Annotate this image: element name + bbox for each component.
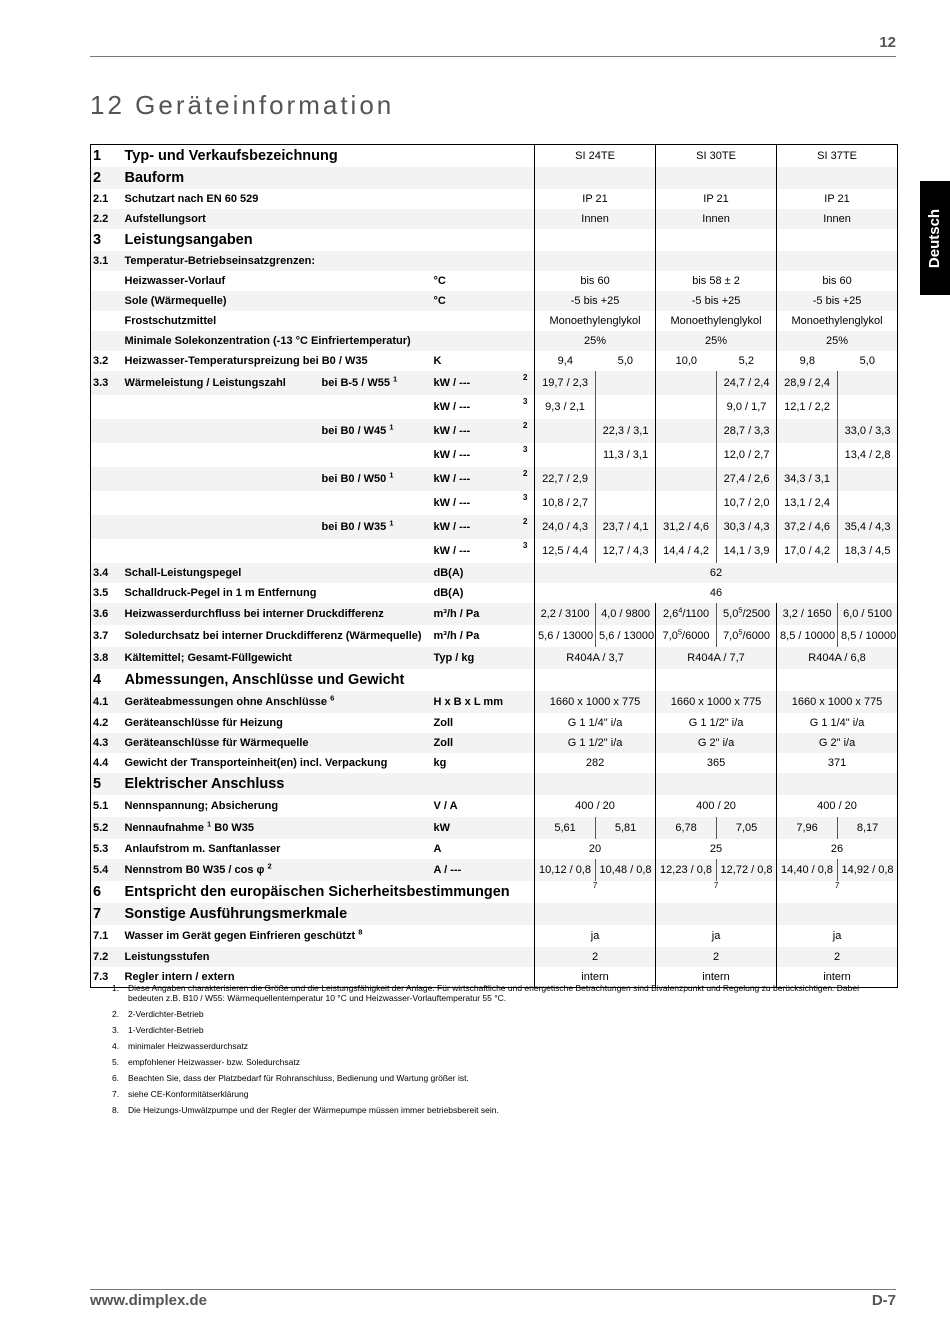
row-number: 4 — [93, 672, 102, 688]
cell-value: 7,05 — [717, 817, 777, 839]
row-number: 2.2 — [91, 209, 122, 229]
cell-value: Monoethylenglykol — [777, 311, 898, 331]
table-row — [91, 625, 898, 647]
table-row — [91, 795, 898, 817]
cell-value: 12,5 / 4,4 — [535, 539, 596, 563]
cell-value: intern — [535, 967, 656, 988]
row-label: Nennstrom B0 W35 / cos φ $^2$ — [122, 859, 431, 881]
cell-value: 30,3 / 4,3 — [717, 515, 777, 539]
cell-value: $5,0^5/2500$ — [717, 603, 777, 625]
cell-value: bis 58 ± 2 — [656, 271, 777, 291]
row-label: Kältemittel; Gesamt-Füllgewicht — [122, 647, 431, 669]
cell-value: G 2" i/a — [656, 733, 777, 753]
footnote-ref: 2 — [517, 371, 535, 395]
table-row — [91, 467, 898, 491]
table-row — [91, 491, 898, 515]
table-row — [91, 167, 898, 189]
website-link[interactable]: www.dimplex.de — [90, 1292, 207, 1309]
footnote: 1. Diese Angaben charakterisieren die Größe und die Leistungsfähigkeit der Anlage. Für wirtschaftliche und energetische Betrachtungen sind Bivalenzpunkt und Regelung zu berücksichtigen. Dabei bedeuten z.B. B10 / W55: Wärmequellentemperatur 10 °C und Heizwasser-Vorlauftemperatur 55 °C. — [112, 983, 859, 1003]
cell-value: 5,61 — [535, 817, 596, 839]
footnote-ref: 3 — [523, 493, 528, 502]
cell-value: 5,6 / 13000 — [535, 625, 596, 647]
cell-value: $2,6^4/1100$ — [656, 603, 717, 625]
cell-value: 8,5 / 10000 — [838, 625, 898, 647]
row-label: Nennaufnahme $^1$ B0 W35 — [122, 817, 431, 839]
specification-table — [90, 144, 898, 988]
cell-value: 23,7 / 4,1 — [596, 515, 656, 539]
cell-value: 10,0 — [656, 351, 717, 371]
cell-value: 33,0 / 3,3 — [838, 419, 898, 443]
cell-value: -5 bis +25 — [656, 291, 777, 311]
row-label: Frostschutzmittel — [124, 315, 217, 327]
cell-value: ja — [777, 925, 898, 947]
table-row — [91, 773, 898, 795]
cell-value: 22,3 / 3,1 — [596, 419, 656, 443]
row-number: 4.3 — [91, 733, 122, 753]
table-row — [91, 145, 898, 168]
cell-value: 22,7 / 2,9 — [535, 467, 596, 491]
language-tab-label: Deutsch — [926, 208, 944, 268]
row-label: Heizwasserdurchfluss bei interner Druckdifferenz — [122, 603, 431, 625]
row-condition: bei B-5 / W55 $^1$ — [319, 371, 431, 395]
row-label: Elektrischer Anschluss — [122, 773, 535, 795]
cell-value: 24,7 / 2,4 — [717, 371, 777, 395]
cell-value: 2 — [535, 947, 656, 967]
cell-value: 400 / 20 — [656, 795, 777, 817]
table-row — [91, 925, 898, 947]
cell-value: 12,0 / 2,7 — [717, 443, 777, 467]
table-row — [91, 583, 898, 603]
row-unit: kW / --- — [433, 401, 471, 413]
cell-value — [777, 419, 838, 443]
cell-value: R404A / 7,7 — [656, 647, 777, 669]
row-unit: kW / --- — [431, 419, 517, 443]
row-number: 3.4 — [91, 563, 122, 583]
cell-value — [777, 443, 838, 467]
cell-value: -5 bis +25 — [535, 291, 656, 311]
model-name: SI 24TE — [535, 145, 656, 168]
cell-value: IP 21 — [656, 189, 777, 209]
cell-value: 14,92 / 0,8 — [838, 859, 898, 881]
row-number: 3.5 — [93, 587, 109, 599]
cell-value: 12,7 / 4,3 — [596, 539, 656, 563]
cell-value: 5,81 — [596, 817, 656, 839]
row-label: Schalldruck-Pegel in 1 m Entfernung — [124, 587, 317, 599]
cell-value: bis 60 — [535, 271, 656, 291]
cell-value: 8,17 — [838, 817, 898, 839]
cell-value: 9,3 / 2,1 — [535, 395, 596, 419]
cell-value: 282 — [535, 753, 656, 773]
table-row — [91, 647, 898, 669]
footnote: 7. siehe CE-Konformitätserklärung — [112, 1089, 249, 1099]
table-row — [91, 229, 898, 251]
row-label: Sole (Wärmequelle) — [122, 291, 431, 311]
row-unit: dB(A) — [431, 563, 535, 583]
cell-value: G 1 1/4" i/a — [777, 713, 898, 733]
row-number: 2 — [91, 167, 122, 189]
cell-value — [596, 467, 656, 491]
row-number: 5 — [91, 773, 122, 795]
row-unit: m³/h / Pa — [431, 603, 535, 625]
header-rule — [90, 56, 896, 57]
row-label: Regler intern / extern — [124, 971, 235, 983]
model-name: SI 37TE — [777, 145, 898, 168]
row-unit: °C — [433, 275, 446, 287]
cell-value: 9,0 / 1,7 — [717, 395, 777, 419]
row-label: Anlaufstrom m. Sanftanlasser — [124, 843, 281, 855]
table-row — [91, 443, 898, 467]
cell-value: 5,0 — [617, 355, 633, 367]
cell-value: 34,3 / 3,1 — [777, 467, 838, 491]
table-row — [91, 947, 898, 967]
row-label: Geräteabmessungen ohne Anschlüsse $^6$ — [122, 691, 431, 713]
cell-value — [656, 467, 717, 491]
row-number: 7.1 — [93, 930, 109, 942]
row-unit: Zoll — [433, 717, 454, 729]
row-condition: bei B0 / W50 $^1$ — [319, 467, 431, 491]
row-number: 2.1 — [93, 193, 109, 205]
row-label: Heizwasser-Vorlauf — [124, 275, 226, 287]
table-row — [91, 209, 898, 229]
cell-value: 1660 x 1000 x 775 — [535, 691, 656, 713]
row-number: 7.3 — [93, 971, 109, 983]
cell-value: 5,6 / 13000 — [596, 625, 656, 647]
cell-value: 9,8 — [777, 351, 838, 371]
footnote-ref: 3 — [523, 397, 528, 406]
row-number: 3.1 — [91, 251, 122, 271]
cell-value: 14,40 / 0,8 — [777, 859, 838, 881]
table-row — [91, 189, 898, 209]
cell-value: IP 21 — [777, 189, 898, 209]
cell-value: 20 — [535, 839, 656, 859]
row-unit: kW / --- — [433, 545, 471, 557]
cell-value: 7,96 — [777, 817, 838, 839]
row-number: 4.2 — [93, 717, 109, 729]
cell-value: 27,4 / 2,6 — [717, 467, 777, 491]
cell-value: -5 bis +25 — [777, 291, 898, 311]
cell-value: intern — [656, 967, 777, 988]
row-label: Schall-Leistungspegel — [122, 563, 431, 583]
table-row — [91, 713, 898, 733]
row-number: 5.2 — [91, 817, 122, 839]
footnote-ref: 7 — [656, 881, 777, 903]
cell-value: 19,7 / 2,3 — [535, 371, 596, 395]
row-label: Nennspannung; Absicherung — [124, 800, 279, 812]
cell-value: 10,7 / 2,0 — [717, 491, 777, 515]
cell-value: G 2" i/a — [777, 733, 898, 753]
row-label: Leistungsangaben — [124, 232, 253, 248]
cell-value: $7,0^5/6000$ — [717, 625, 777, 647]
cell-value: 11,3 / 3,1 — [596, 443, 656, 467]
table-row — [91, 419, 898, 443]
cell-value — [838, 395, 898, 419]
language-tab — [920, 181, 950, 295]
cell-value: Innen — [656, 209, 777, 229]
row-number: 4.1 — [91, 691, 122, 713]
row-number: 7.2 — [91, 947, 122, 967]
table-row — [91, 603, 898, 625]
row-unit: kW / --- — [431, 371, 517, 395]
row-label: Minimale Solekonzentration (-13 °C Einfriertemperatur) — [122, 331, 535, 351]
table-row — [91, 903, 898, 925]
table-row — [91, 251, 898, 271]
footer-rule — [90, 1289, 896, 1290]
cell-value: Innen — [535, 209, 656, 229]
footnote: 6. Beachten Sie, dass der Platzbedarf für Rohranschluss, Bedienung und Wartung größer ist. — [112, 1073, 469, 1083]
cell-value: ja — [535, 925, 656, 947]
table-row — [91, 563, 898, 583]
row-label: Bauform — [122, 167, 535, 189]
table-row — [91, 351, 898, 371]
cell-value: IP 21 — [535, 189, 656, 209]
row-label: Gewicht der Transporteinheit(en) incl. Verpackung — [124, 757, 388, 769]
cell-value: 12,23 / 0,8 — [656, 859, 717, 881]
row-unit: V / A — [433, 800, 458, 812]
cell-value: 1660 x 1000 x 775 — [656, 691, 777, 713]
cell-value: 46 — [535, 583, 898, 603]
cell-value: 26 — [777, 839, 898, 859]
cell-value: 18,3 / 4,5 — [838, 539, 898, 563]
cell-value: 6,78 — [656, 817, 717, 839]
row-number: 3.8 — [91, 647, 122, 669]
footnote-ref: 2 — [517, 419, 535, 443]
cell-value: Innen — [777, 209, 898, 229]
row-unit: A / --- — [431, 859, 535, 881]
row-number: 3.6 — [91, 603, 122, 625]
cell-value — [838, 467, 898, 491]
row-label: Aufstellungsort — [122, 209, 535, 229]
cell-value: G 1 1/2" i/a — [656, 713, 777, 733]
row-unit: Typ / kg — [431, 647, 535, 669]
row-number: 4.4 — [93, 757, 109, 769]
footnote-ref: 2 — [517, 467, 535, 491]
cell-value: 35,4 / 4,3 — [838, 515, 898, 539]
table-row — [91, 859, 898, 881]
row-label: Leistungsstufen — [122, 947, 535, 967]
row-number: 5.4 — [91, 859, 122, 881]
cell-value: 37,2 / 4,6 — [777, 515, 838, 539]
footnote: 2. 2-Verdichter-Betrieb — [112, 1009, 204, 1019]
row-label: Typ- und Verkaufsbezeichnung — [124, 148, 338, 164]
table-row — [91, 371, 898, 395]
cell-value: 10,8 / 2,7 — [535, 491, 596, 515]
cell-value: G 1 1/4" i/a — [535, 713, 656, 733]
row-number: 5.3 — [93, 843, 109, 855]
cell-value: 10,48 / 0,8 — [596, 859, 656, 881]
row-label: Soledurchsatz bei interner Druckdifferenz (Wärmequelle) — [124, 630, 422, 642]
cell-value: Monoethylenglykol — [535, 311, 656, 331]
row-label: Temperatur-Betriebseinsatzgrenzen: — [122, 251, 535, 271]
row-unit: H x B x L mm — [431, 691, 535, 713]
cell-value — [656, 443, 717, 467]
cell-value: 1660 x 1000 x 775 — [777, 691, 898, 713]
footnote: 3. 1-Verdichter-Betrieb — [112, 1025, 204, 1035]
cell-value: 8,5 / 10000 — [777, 625, 838, 647]
table-row — [91, 669, 898, 691]
cell-value: G 1 1/2" i/a — [535, 733, 656, 753]
page-title: 12 Geräteinformation — [90, 90, 395, 120]
cell-value — [656, 371, 717, 395]
cell-value: 12,72 / 0,8 — [717, 859, 777, 881]
cell-value: 31,2 / 4,6 — [656, 515, 717, 539]
cell-value: 3,2 / 1650 — [777, 603, 838, 625]
row-number: 3.3 — [91, 371, 122, 395]
cell-value: 2,2 / 3100 — [535, 603, 596, 625]
row-unit: °C — [431, 291, 535, 311]
footnote-ref: 2 — [517, 515, 535, 539]
footnote: 4. minimaler Heizwasserdurchsatz — [112, 1041, 248, 1051]
cell-value — [656, 395, 717, 419]
row-label: Sonstige Ausführungsmerkmale — [122, 903, 535, 925]
cell-value: ja — [656, 925, 777, 947]
table-row — [91, 691, 898, 713]
row-label: Heizwasser-Temperaturspreizung bei B0 / W35 — [124, 355, 368, 367]
cell-value — [656, 419, 717, 443]
cell-value: 28,9 / 2,4 — [777, 371, 838, 395]
page-number: 12 — [879, 34, 896, 51]
cell-value: 5,2 — [738, 355, 754, 367]
row-number: 1 — [93, 148, 102, 164]
cell-value: 24,0 / 4,3 — [535, 515, 596, 539]
row-unit: kW / --- — [431, 515, 517, 539]
cell-value — [535, 443, 596, 467]
table-row — [91, 753, 898, 773]
cell-value: $7,0^5/6000$ — [656, 625, 717, 647]
table-row — [91, 311, 898, 331]
table-row — [91, 881, 898, 903]
cell-value: 4,0 / 9800 — [596, 603, 656, 625]
cell-value: 25% — [535, 331, 656, 351]
cell-value: 17,0 / 4,2 — [777, 539, 838, 563]
table-row — [91, 817, 898, 839]
cell-value: R404A / 6,8 — [777, 647, 898, 669]
row-unit: kg — [433, 757, 447, 769]
model-name: SI 30TE — [656, 145, 777, 168]
cell-value — [535, 419, 596, 443]
cell-value — [596, 491, 656, 515]
footnotes — [112, 983, 882, 1121]
table-row — [91, 291, 898, 311]
row-unit: dB(A) — [433, 587, 464, 599]
cell-value: 13,4 / 2,8 — [838, 443, 898, 467]
footnote: 5. empfohlener Heizwasser- bzw. Soledurchsatz — [112, 1057, 300, 1067]
row-condition: bei B0 / W35 $^1$ — [319, 515, 431, 539]
footnote-ref: 3 — [523, 541, 528, 550]
row-label: Wasser im Gerät gegen Einfrieren geschützt $^8$ — [124, 927, 363, 942]
row-unit: m³/h / Pa — [433, 630, 480, 642]
row-unit: A — [433, 843, 442, 855]
cell-value: 365 — [656, 753, 777, 773]
cell-value: 2 — [777, 947, 898, 967]
row-number: 3 — [93, 232, 102, 248]
row-label: Entspricht den europäischen Sicherheitsbestimmungen — [124, 884, 510, 900]
cell-value: R404A / 3,7 — [535, 647, 656, 669]
row-number: 3.7 — [93, 630, 109, 642]
row-unit: kW — [431, 817, 535, 839]
cell-value — [838, 491, 898, 515]
table-row — [91, 271, 898, 291]
row-number: 7 — [91, 903, 122, 925]
footer-page-number: D-7 — [871, 1292, 896, 1309]
row-unit: kW / --- — [433, 449, 471, 461]
cell-value: 25% — [777, 331, 898, 351]
cell-value: 10,12 / 0,8 — [535, 859, 596, 881]
row-label: Geräteanschlüsse für Heizung — [124, 717, 283, 729]
cell-value: 371 — [777, 753, 898, 773]
cell-value: 12,1 / 2,2 — [777, 395, 838, 419]
table-row — [91, 733, 898, 753]
cell-value — [596, 371, 656, 395]
cell-value: 25 — [656, 839, 777, 859]
cell-value: 400 / 20 — [777, 795, 898, 817]
cell-value: 14,1 / 3,9 — [717, 539, 777, 563]
cell-value: 62 — [535, 563, 898, 583]
cell-value: intern — [777, 967, 898, 988]
table-row — [91, 331, 898, 351]
cell-value: 2 — [656, 947, 777, 967]
cell-value: 28,7 / 3,3 — [717, 419, 777, 443]
row-unit: Zoll — [431, 733, 535, 753]
cell-value: bis 60 — [777, 271, 898, 291]
footnote: 8. Die Heizungs-Umwälzpumpe und der Regler der Wärmepumpe müssen immer betriebsbereit sein. — [112, 1105, 499, 1115]
cell-value: 400 / 20 — [535, 795, 656, 817]
cell-value — [656, 491, 717, 515]
row-unit: kW / --- — [431, 467, 517, 491]
table-row — [91, 839, 898, 859]
cell-value — [596, 395, 656, 419]
row-number: 3.2 — [93, 355, 109, 367]
footnote-ref: 3 — [523, 445, 528, 454]
cell-value — [838, 371, 898, 395]
row-unit: kW / --- — [433, 497, 471, 509]
row-label: Wärmeleistung / Leistungszahl — [122, 371, 319, 395]
table-row — [91, 539, 898, 563]
row-label: Schutzart nach EN 60 529 — [124, 193, 259, 205]
row-number: 6 — [93, 884, 102, 900]
cell-value: 9,4 — [535, 351, 596, 371]
table-row — [91, 395, 898, 419]
cell-value: Monoethylenglykol — [656, 311, 777, 331]
cell-value: 25% — [656, 331, 777, 351]
row-condition: bei B0 / W45 $^1$ — [319, 419, 431, 443]
cell-value: 13,1 / 2,4 — [777, 491, 838, 515]
row-number: 5.1 — [93, 800, 109, 812]
cell-value: 5,0 — [859, 355, 875, 367]
footnote-ref: 7 — [777, 881, 898, 903]
cell-value: 6,0 / 5100 — [838, 603, 898, 625]
row-label: Abmessungen, Anschlüsse und Gewicht — [124, 672, 405, 688]
row-unit: K — [433, 355, 442, 367]
footnote-ref: 7 — [535, 881, 656, 903]
cell-value: 14,4 / 4,2 — [656, 539, 717, 563]
table-row — [91, 515, 898, 539]
row-label: Geräteanschlüsse für Wärmequelle — [122, 733, 431, 753]
